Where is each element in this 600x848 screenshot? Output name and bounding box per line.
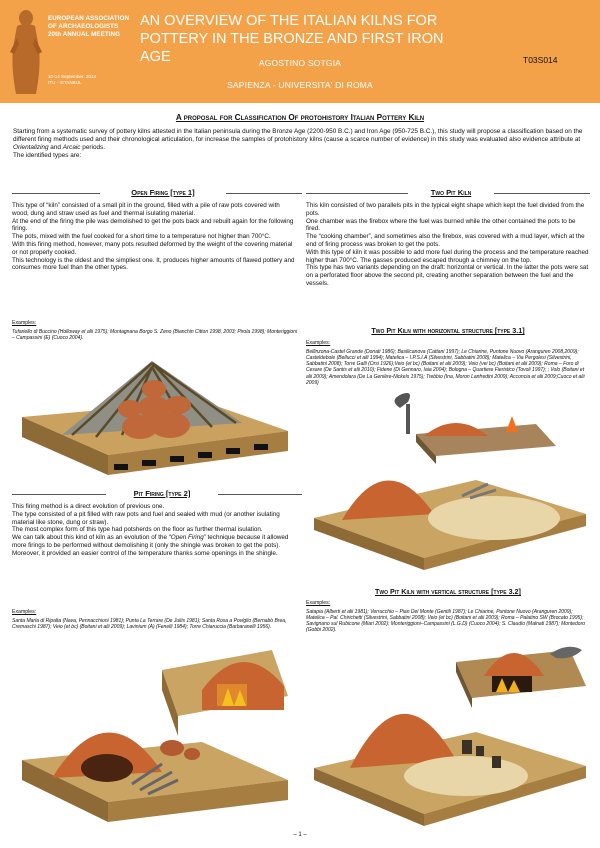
pit-firing-text: This firing method is a direct evolution of previous one. The type consisted of a pit filled with raw pots and fuel and sealed with mud (or another isulating material like stone, dung or straw). The most complex form of this type had potsherds on the floor as further thermal isulation. We can talk about this kind of kiln as an evolution of the “Open Firing” technique because it allowed more firings to be performed without demolishing it (only the shingle was broken to get the pots). Moreover, it provided an easier control of the temperature thanks some openings in the shingle.: [12, 503, 289, 557]
pit-firing-examples: Examples: Santa Maria di Ripalta (Nava, Pennacchioni 1981); Punta La Terrare (De Juliis 1981); Santa Rosa a Poviglio (Bernabò Brea, Cremaschi 1987); Veio (et bc) (Boitani et alii 2009); Lavinium (A) (Fenelli 1984); Torre Chiaruccia (Barbaranelli 1956).: [12, 609, 287, 630]
intro-text: Starting from a systematic survey of pottery kilns attested in the Italian peninsula during the Bronze Age (2200-950 B.C.) and Iron Age (950-725 B.C.), this study will propose a classification based on the different firing methods used and their chronological articulation, for increase the samples of protohistory kilns (cause a scarce number of evidence) in this study was evaluated also evidence attribute at Orientalizing and Arcaic periods. The identified types are:: [13, 128, 583, 159]
two-pit-heading: Two Pit Kiln: [408, 188, 494, 197]
pit-firing-illustration: [12, 640, 298, 825]
open-firing-text: This type of “kiln” consisted of a small pit in the ground, filled with a pile of raw pots covered with wood, dung and straw used as fuel and thermal isulating material. At the end of the firing the pile was demolished to get the pots back and rebuilt again for the following firing. The pots, mixed with the fuel cooked for a short time to a temperature not higher than 700°C. With this firing method, however, many pots resulted deformed by the weight of the covering material or not properly cooked. This technology is the oldest and the simpliest one. It, produces higher amounts of flawed pottery and consumes more fuel than the other types.: [12, 202, 295, 272]
horizontal-kiln-illustration: [306, 392, 590, 570]
vertical-kiln-illustration: [306, 636, 590, 826]
page-number: – 1 –: [293, 832, 307, 838]
open-firing-heading: Open Firing [type 1]: [100, 188, 226, 197]
author-name: AGOSTINO SOTGIA: [258, 58, 342, 68]
meeting-info: 10-14 September, 2014 ITU - ISTANBUL: [48, 74, 97, 85]
session-code: T03S014: [523, 55, 558, 65]
intro-heading: A proposal for Classification Of protohistory Italian Pottery Kiln: [175, 113, 425, 122]
open-firing-examples: Examples: Tufariello di Buccino (Holloway et alii 1975); Montagnana Borgo S. Zeno (Bianchin Citton 1998, 2003; Pirola 1998); Monteriggioni – Campassini (E) (Cuoco 2004).: [12, 320, 298, 341]
figurine-logo-icon: [8, 8, 44, 96]
horizontal-examples: Examples: Bellinzona-Castel Grande (Donati 1986); Basilicanova (Cattani 1997); Le Chiarine, Puntone Nuovo (Aranguren 2008,2009); Casteldebole (Bellucci et alii 1994); Matelica – I.P.S.I.A (Silvestrini, Sabbatini 2008); Matelica – Via Pergolesi (Silvestrini, Sabbatini 2008); Torre Galli (Orsi 1926);Veio (et bc) (Boitani et alii 2009); Veio (vei bc) (Boitani et alii 2009); Roma – Foro di Cesare (De Santis et alii 2010); Fidene (Di Gennaro, Iaia 2004); Bologna – Quartiere Fieristico (Tovoli 1997); ; Volo (Boitani et alii 2009); Amendolara (De La Genière-Nickels 1975); Trebbio (Ina, Moron Lanfredini 2009); Acconcia et alii 2009;Cuoco et alii 2009): [306, 340, 585, 386]
vertical-examples: Examples: Satapia (Alberti et alii 1981); Verrucchio – Pian Del Monte (Gentili 1987); Le Chiarine, Puntone Nuovo (Aranguren 2009); Matelica – Pal. Chirichetti (Silvestrini, Sabbatini 2008); Veio (et bc) (Boitani et alii 2009); Roma – Palatino SW (Brocato 1995); Savignano sul Rubicone (Miari 2002); Monteriggioni–Campassini (L.G.D) (Cuoco 2004); S. Claudio (Malnati 1987); Montedoro (Gobbi 2002).: [306, 600, 586, 634]
open-firing-illustration: [12, 335, 298, 485]
pit-firing-heading: Pit Firing [type 2]: [106, 489, 218, 498]
association-name: EUROPEAN ASSOCIATION OF ARCHAEOLOGISTS 20th ANNUAL MEETING: [48, 15, 130, 38]
vertical-heading: Two Pit Kiln with vertical structure [type 3.2]: [375, 587, 521, 596]
two-pit-text: This kiln consisted of two parallels pits in the typical eight shape which kept the fuel divided from the pots. One chamber was the firebox where the fuel was burned while the other contained the pots to be fired. The “cooking chamber”, and sometimes also the firebox, was covered with a mud layer, which at the end of firing process was broken to get the pots. With this type of kiln it was possible to add more fuel during the process and the temperature reached higher than 700°C. The gasses produced escaped through a chimney on the top. This type has two variants depending on the draft: horizontal or vertical. In the latter the pots were sat on a perforated floor above the second pit, creating another separation between the fuel and the vessels.: [306, 202, 589, 287]
header-banner: [0, 0, 600, 103]
page-title: AN OVERVIEW OF THE ITALIAN KILNS FOR POTTERY IN THE BRONZE AND FIRST IRON AGE: [140, 13, 444, 65]
institution-name: SAPIENZA - UNIVERSITA' DI ROMA: [227, 80, 373, 90]
horizontal-heading: Two Pit Kiln with horizontal structure [type 3.1]: [371, 326, 525, 335]
